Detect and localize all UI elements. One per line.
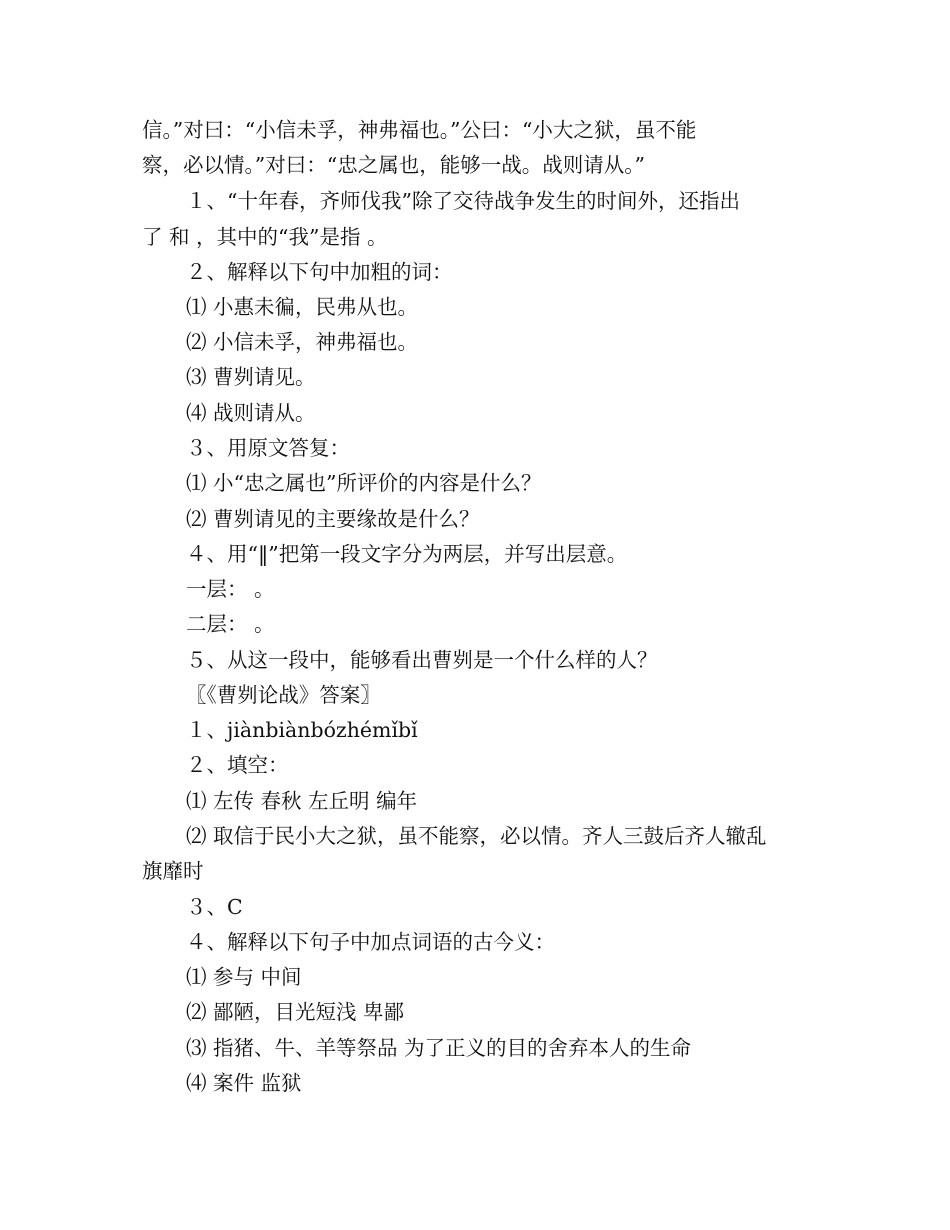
list-item: ⑴ 小惠未徧，民弗从也。 [186, 295, 419, 319]
list-item: ⑶ 曹刿请见。 [186, 365, 316, 389]
question-4: ４、用“‖”把第一段文字分为两层，并写出层意。 [186, 542, 628, 566]
list-item: ⑴ 小“忠之属也”所评价的内容是什么？ [186, 471, 542, 495]
answer-3: ３、C [186, 895, 243, 919]
question-2: ２、解释以下句中加粗的词： [186, 260, 453, 284]
list-item: ⑵ 小信未孚，神弗福也。 [186, 330, 419, 354]
answer-heading: 〖《曹刿论战》答案〗 [186, 683, 381, 707]
list-item: ⑶ 指猪、牛、羊等祭品 为了正义的目的舍弃本人的生命 [186, 1036, 692, 1060]
question-1: １、“十年春，齐师伐我”除了交待战争发生的时间外，还指出 [186, 189, 740, 213]
list-item: ⑵ 鄙陋，目光短浅 卑鄙 [186, 1000, 405, 1024]
list-item: ⑵ 取信于民小大之狱，虽不能察，必以情。齐人三鼓后齐人辙乱 [186, 824, 767, 848]
list-item: ⑴ 左传 春秋 左丘明 编年 [186, 789, 418, 813]
answer-2: ２、填空： [186, 753, 289, 777]
answer-1: １、jiànbiànbózhémǐbǐ [186, 718, 418, 742]
list-item: 一层： 。 [186, 577, 275, 601]
text-line: 察，必以情。”对曰：“忠之属也，能够一战。战则请从。” [142, 153, 645, 177]
text-line: 旗靡时 [142, 859, 204, 883]
list-item: 二层： 。 [186, 612, 275, 636]
answer-4: ４、解释以下句子中加点词语的古今义： [186, 930, 555, 954]
list-item: ⑷ 案件 监狱 [186, 1071, 302, 1095]
question-3: ３、用原文答复： [186, 436, 350, 460]
list-item: ⑴ 参与 中间 [186, 965, 302, 989]
question-5: ５、从这一段中，能够看出曹刿是一个什么样的人？ [186, 648, 658, 672]
text-line: 信。”对曰：“小信未孚，神弗福也。”公曰：“小大之狱，虽不能 [142, 118, 697, 142]
list-item: ⑵ 曹刿请见的主要缘故是什么？ [186, 507, 480, 531]
list-item: ⑷ 战则请从。 [186, 401, 316, 425]
text-line: 了 和 ，其中的“我”是指 。 [142, 225, 388, 249]
